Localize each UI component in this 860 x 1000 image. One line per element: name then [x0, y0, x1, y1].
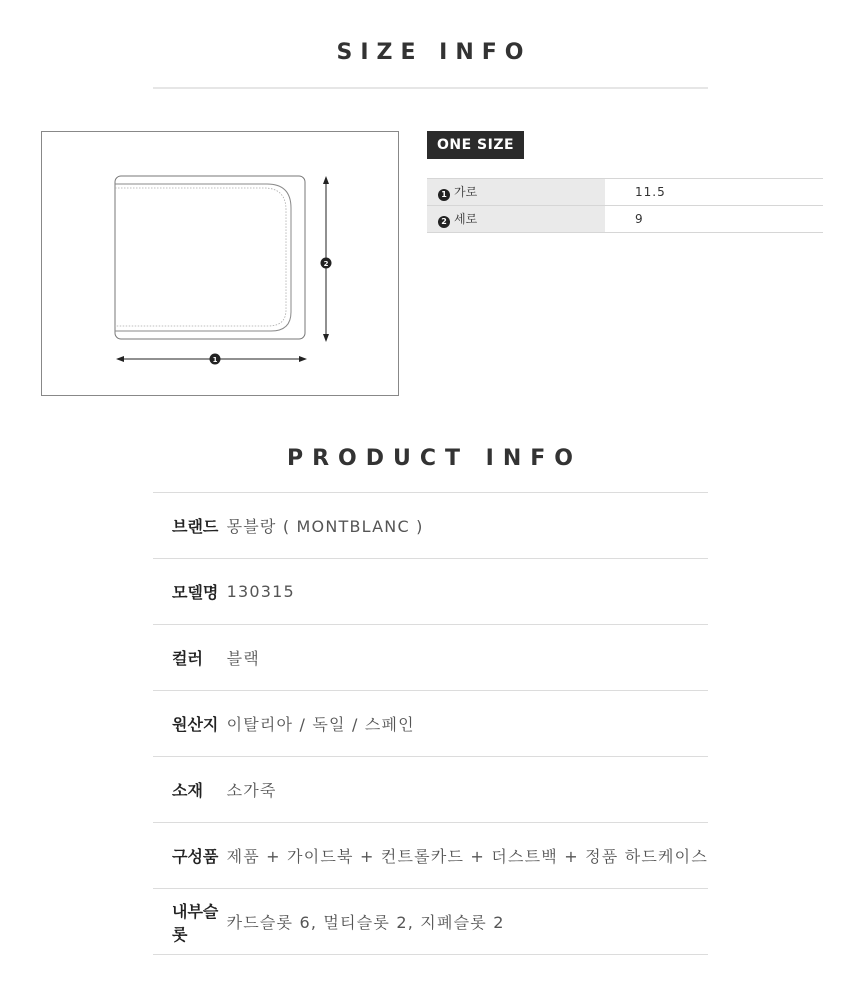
height-arrow-bottom: [323, 334, 329, 342]
width-arrow-left: [116, 356, 124, 362]
product-info-table: [153, 492, 708, 955]
width-marker-label: 1: [212, 356, 218, 364]
size-table: [427, 178, 823, 233]
size-label-text: 가로: [454, 185, 478, 199]
width-arrow-right: [299, 356, 307, 362]
wallet-outline: [115, 176, 305, 339]
product-row-label: 브랜드: [153, 493, 227, 559]
product-row: [153, 625, 708, 691]
wallet-diagram: [42, 132, 398, 395]
size-label-text: 세로: [454, 212, 478, 226]
product-row: [153, 823, 708, 889]
size-diagram: [41, 131, 399, 396]
product-row-value: 소가죽: [227, 757, 708, 823]
product-row-value: 이탈리아 / 독일 / 스페인: [227, 691, 708, 757]
product-row: [153, 493, 708, 559]
size-row-label: [427, 179, 605, 206]
product-row-label: 모델명: [153, 559, 227, 625]
product-row-label: 내부슬롯: [153, 889, 227, 955]
product-row: [153, 691, 708, 757]
product-row-label: 컬러: [153, 625, 227, 691]
product-row-value: 몽블랑 ( MONTBLANC ): [227, 493, 708, 559]
height-marker-label: 2: [323, 260, 329, 268]
product-row-value: 블랙: [227, 625, 708, 691]
one-size-badge: ONE SIZE: [427, 131, 524, 159]
size-info-title: SIZE INFO: [336, 40, 532, 65]
size-row-value: 11.5: [605, 179, 823, 206]
number-badge: 2: [438, 216, 450, 228]
product-row: [153, 559, 708, 625]
size-row-value: 9: [605, 206, 823, 233]
product-row-value: 카드슬롯 6, 멀티슬롯 2, 지폐슬롯 2: [227, 889, 708, 955]
product-row: [153, 889, 708, 955]
height-arrow-top: [323, 176, 329, 184]
size-row: [427, 206, 823, 233]
product-row-value: 130315: [227, 559, 708, 625]
size-row-label: [427, 206, 605, 233]
product-info-title: PRODUCT INFO: [286, 446, 583, 471]
product-row-label: 구성품: [153, 823, 227, 889]
product-row-label: 소재: [153, 757, 227, 823]
product-row: [153, 757, 708, 823]
size-row: [427, 179, 823, 206]
size-info-divider: [153, 87, 708, 89]
product-row-value: 제품 + 가이드북 + 컨트롤카드 + 더스트백 + 정품 하드케이스: [227, 823, 708, 889]
number-badge: 1: [438, 189, 450, 201]
product-row-label: 원산지: [153, 691, 227, 757]
